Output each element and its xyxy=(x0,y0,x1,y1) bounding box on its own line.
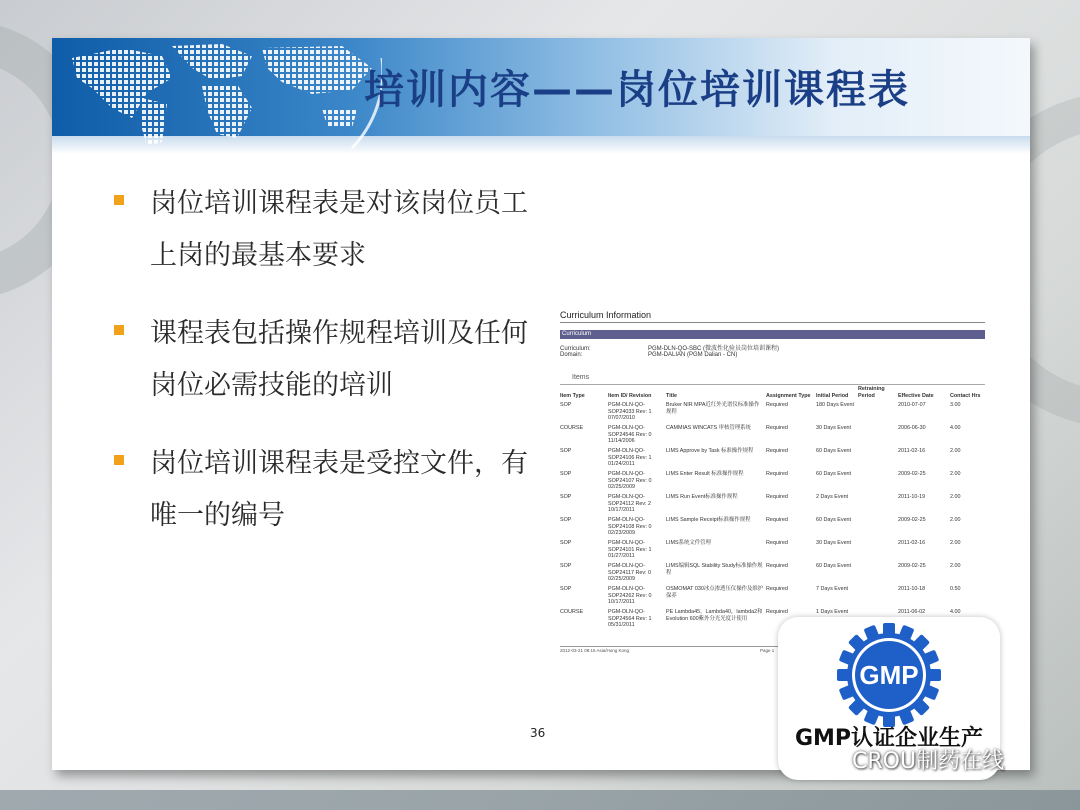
table-cell: Required xyxy=(766,586,788,592)
table-row xyxy=(560,563,985,586)
table-cell: 2011-02-16 xyxy=(898,448,926,454)
table-cell xyxy=(858,586,898,609)
table-row xyxy=(560,540,985,563)
table-cell: 2.00 xyxy=(950,494,961,500)
table-cell: 2011-06-02 xyxy=(898,609,926,615)
wechat-icon xyxy=(820,751,848,773)
table-cell: Required xyxy=(766,540,788,546)
table-cell: LIMS编辑SQL Stability Study标准操作规程 xyxy=(666,563,763,576)
curriculum-value: PGM-DLN-QO-SBC (微波性化验员岗位培训课程) xyxy=(648,346,779,352)
table-cell: 3.00 xyxy=(950,402,961,408)
document-section-bar: Curriculum xyxy=(560,330,985,339)
table-cell xyxy=(858,425,898,448)
slide-title: 培训内容——岗位培训课程表 xyxy=(364,67,910,113)
table-cell: 2009-02-25 xyxy=(898,471,926,477)
domain-row xyxy=(560,352,737,358)
table-cell: 0.50 xyxy=(950,586,961,592)
table-cell: PE Lambda45，Lambda40，lambda2和Evolution 600紫外分光光度计使用 xyxy=(666,609,763,622)
table-cell: PGM-DLN-QO-SOP24101 Rev: 1 01/27/2011 xyxy=(608,540,652,559)
table-cell: 2011-10-18 xyxy=(898,586,926,592)
table-cell: 7 Days Event xyxy=(816,586,849,592)
table-cell: PGM-DLN-QO-SOP24117 Rev: 0 02/25/2009 xyxy=(608,563,652,582)
bullet-text: 岗位培训课程表是对该岗位员工上岗的最基本要求 xyxy=(150,188,528,271)
table-cell: Required xyxy=(766,425,788,431)
curriculum-label: Curriculum: xyxy=(560,346,591,352)
table-row xyxy=(560,471,985,494)
table-cell: 2.00 xyxy=(950,563,961,569)
table-column-header: Initial Period xyxy=(816,392,849,399)
gmp-logo-text: GMP xyxy=(859,660,919,690)
footer-page: Page 1 xyxy=(760,648,775,653)
bullet-marker xyxy=(114,195,124,205)
table-column-header: Effective Date xyxy=(898,392,934,399)
table-cell: 2.00 xyxy=(950,471,961,477)
bullet-item xyxy=(112,308,552,412)
table-row xyxy=(560,517,985,540)
table-cell: 60 Days Event xyxy=(816,563,852,569)
table-column-header: Retraining Period xyxy=(858,386,885,399)
watermark-text: CROU制药在线 xyxy=(852,749,1005,774)
table-cell: PGM-DLN-QO-SOP24106 Rev: 1 01/24/2011 xyxy=(608,448,652,467)
table-cell: Required xyxy=(766,517,788,523)
table-cell: Required xyxy=(766,609,788,615)
domain-label: Domain: xyxy=(560,352,583,358)
table-cell: LIMS系统文件管理 xyxy=(666,540,711,546)
document-heading: Curriculum Information xyxy=(560,310,652,320)
table-cell: LIMS Run Event标准操作规程 xyxy=(666,494,738,500)
world-map-graphic xyxy=(52,38,382,150)
table-cell: 2009-02-25 xyxy=(898,517,926,523)
table-cell: SOP xyxy=(560,471,572,477)
table-cell: PGM-DLN-QO-SOP24112 Rev: 2 10/17/2011 xyxy=(608,494,652,513)
table-cell: COURSE xyxy=(560,609,584,615)
bullet-text: 岗位培训课程表是受控文件，有唯一的编号 xyxy=(150,448,528,531)
table-cell xyxy=(858,540,898,563)
table-cell: 2.00 xyxy=(950,540,961,546)
curriculum-document-image xyxy=(560,310,985,655)
table-cell: 1 Days Event xyxy=(816,609,849,615)
table-cell: 2009-02-25 xyxy=(898,563,926,569)
table-cell: PGM-DLN-QO-SOP24262 Rev: 0 10/17/2011 xyxy=(608,586,652,605)
table-cell: 180 Days Event xyxy=(816,402,855,408)
table-cell: 2 Days Event xyxy=(816,494,849,500)
table-column-header: Item ID/ Revision xyxy=(608,392,652,399)
table-cell: SOP xyxy=(560,494,572,500)
table-cell: 2011-10-19 xyxy=(898,494,926,500)
table-cell: OSMOMAT 030冰点渗透压仪操作及维护保养 xyxy=(666,586,764,599)
table-cell: 60 Days Event xyxy=(816,517,852,523)
table-cell: 60 Days Event xyxy=(816,471,852,477)
table-cell: Required xyxy=(766,494,788,500)
table-cell: PGM-DLN-QO-SOP24564 Rev: 1 05/31/2011 xyxy=(608,609,652,628)
table-column-header: Item Type xyxy=(560,392,585,399)
bullet-text: 课程表包括操作规程培训及任何岗位必需技能的培训 xyxy=(150,318,528,401)
table-cell: 2006-06-30 xyxy=(898,425,926,431)
table-row xyxy=(560,494,985,517)
bullet-marker xyxy=(114,325,124,335)
table-cell: LIMS Sample Receipt标准操作规程 xyxy=(666,517,751,523)
table-cell: Bruker NIR MPA近红外光谱仪标准操作规程 xyxy=(666,402,760,415)
table-cell xyxy=(858,517,898,540)
items-label: Items xyxy=(572,374,590,381)
curriculum-row xyxy=(560,343,779,352)
watermark xyxy=(820,744,1004,775)
table-cell: Required xyxy=(766,402,788,408)
table-cell: 60 Days Event xyxy=(816,448,852,454)
table-cell: 2010-07-07 xyxy=(898,402,926,408)
domain-value: PGM-DALIAN (PGM Dalian - CN) xyxy=(648,352,738,358)
table-cell xyxy=(858,448,898,471)
table-cell: CAMMIAS WINCATS 审核管理系统 xyxy=(666,425,751,431)
bullet-item xyxy=(112,178,552,282)
table-cell xyxy=(858,563,898,586)
table-cell: 2.00 xyxy=(950,448,961,454)
table-cell: COURSE xyxy=(560,425,584,431)
table-column-header: Contact Hrs xyxy=(950,392,981,399)
table-cell: SOP xyxy=(560,517,572,523)
table-column-header: Assignment Type xyxy=(766,392,811,399)
table-cell: LIMS Approve by Task 标准操作规程 xyxy=(666,448,754,454)
table-cell: Required xyxy=(766,448,788,454)
table-cell: 30 Days Event xyxy=(816,425,852,431)
table-cell: PGM-DLN-QO-SOP24033 Rev: 1 07/07/2010 xyxy=(608,402,652,421)
table-cell: PGM-DLN-QO-SOP24108 Rev: 0 02/23/2009 xyxy=(608,517,652,536)
table-row xyxy=(560,586,985,609)
page-number: 36 xyxy=(530,726,546,740)
table-cell: 30 Days Event xyxy=(816,540,852,546)
table-row xyxy=(560,402,985,425)
table-cell: PGM-DLN-QO-SOP24546 Rev: 0 11/14/2006 xyxy=(608,425,652,444)
table-cell: PGM-DLN-QO-SOP24107 Rev: 0 02/25/2009 xyxy=(608,471,652,490)
table-cell: SOP xyxy=(560,540,572,546)
table-cell xyxy=(858,402,898,425)
table-row xyxy=(560,425,985,448)
gmp-caption: GMP认证企业生产 xyxy=(794,726,984,751)
footer-timestamp: 2012-03-21 08:16 Asia/Hong Kong xyxy=(560,648,630,653)
table-body xyxy=(560,402,985,632)
table-cell: 2.00 xyxy=(950,517,961,523)
table-cell: SOP xyxy=(560,448,572,454)
table-cell: 4.00 xyxy=(950,425,961,431)
table-cell: 2011-02-16 xyxy=(898,540,926,546)
table-row xyxy=(560,448,985,471)
table-cell xyxy=(858,471,898,494)
table-column-header: Title xyxy=(666,392,677,399)
table-cell: LIMS Enter Result 标准操作规程 xyxy=(666,471,744,477)
table-cell xyxy=(858,494,898,517)
table-cell: SOP xyxy=(560,402,572,408)
table-cell: 4.00 xyxy=(950,609,961,615)
bullet-marker xyxy=(114,455,124,465)
table-cell: Required xyxy=(766,471,788,477)
table-cell: SOP xyxy=(560,563,572,569)
bullet-item xyxy=(112,438,552,542)
table-cell: Required xyxy=(766,563,788,569)
curriculum-items-table xyxy=(560,386,985,632)
table-cell: SOP xyxy=(560,586,572,592)
table-header-row xyxy=(560,386,985,402)
bullet-list xyxy=(112,178,552,568)
gmp-logo xyxy=(778,617,1000,727)
